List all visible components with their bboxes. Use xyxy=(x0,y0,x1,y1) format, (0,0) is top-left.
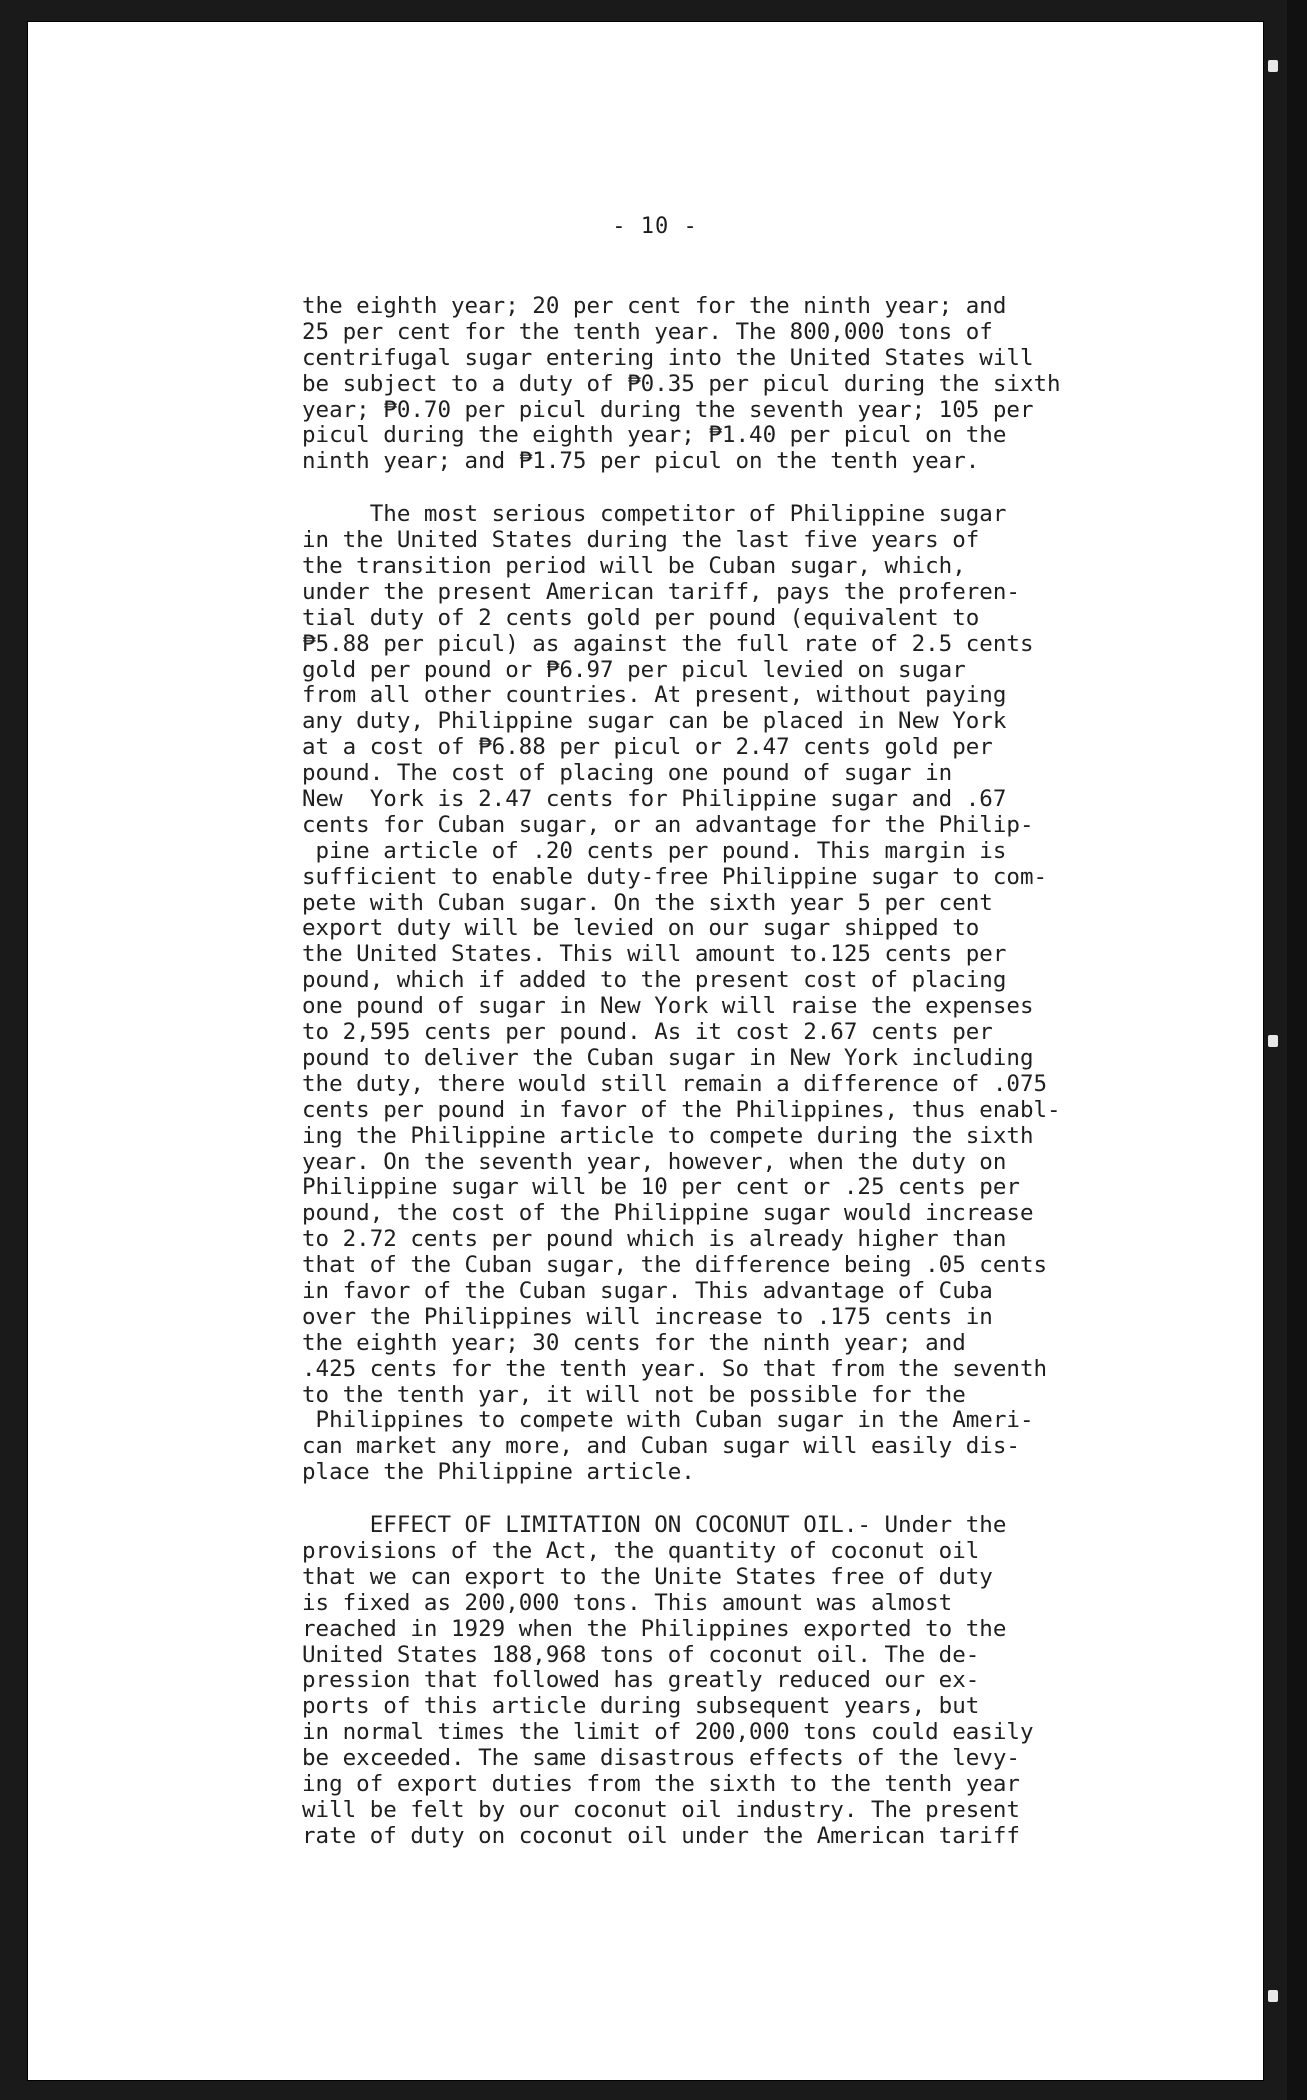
binder-hole xyxy=(1268,1035,1278,1047)
scan-border xyxy=(1287,0,1307,2100)
text-line: provisions of the Act, the quantity of coconut oil xyxy=(302,1537,980,1564)
text-line: The most serious competitor of Philippine sugar xyxy=(302,501,1007,528)
binder-hole xyxy=(1268,60,1278,72)
text-line: is fixed as 200,000 tons. This amount was almost xyxy=(302,1589,953,1616)
text-line: that we can export to the Unite States free of duty xyxy=(302,1563,993,1590)
text-line: gold per pound or ₱6.97 per picul levied on sugar xyxy=(302,656,966,683)
text-line: in the United States during the last five years of xyxy=(302,527,980,554)
text-line: pound to deliver the Cuban sugar in New York including xyxy=(302,1044,1034,1071)
text-line: to 2.72 cents per pound which is already higher than xyxy=(302,1226,1007,1253)
text-line: Philippines to compete with Cuban sugar in the Ameri- xyxy=(302,1407,1034,1434)
text-line: Philippine sugar will be 10 per cent or .25 cents per xyxy=(302,1174,1020,1201)
text-line: pound. The cost of placing one pound of sugar in xyxy=(302,760,953,787)
text-line: over the Philippines will increase to .175 cents in xyxy=(302,1303,993,1330)
text-line: reached in 1929 when the Philippines exported to the xyxy=(302,1615,1007,1642)
text-line: the United States. This will amount to.125 cents per xyxy=(302,941,1007,968)
text-line: pression that followed has greatly reduced our ex- xyxy=(302,1667,980,1694)
text-line: 25 per cent for the tenth year. The 800,000 tons of xyxy=(302,318,993,345)
document-body xyxy=(302,294,1232,1877)
text-line: that of the Cuban sugar, the difference being .05 cents xyxy=(302,1252,1048,1279)
text-line: the transition period will be Cuban sugar, which, xyxy=(302,553,966,580)
text-line: can market any more, and Cuban sugar will easily dis- xyxy=(302,1433,1020,1460)
text-line: in favor of the Cuban sugar. This advantage of Cuba xyxy=(302,1277,993,1304)
text-line: ports of this article during subsequent years, but xyxy=(302,1693,980,1720)
text-line: under the present American tariff, pays the proferen- xyxy=(302,578,1020,605)
text-line: will be felt by our coconut oil industry. The present xyxy=(302,1796,1020,1823)
text-line: sufficient to enable duty-free Philippine sugar to com- xyxy=(302,863,1048,890)
binder-hole xyxy=(1268,1990,1278,2002)
text-line: ing the Philippine article to compete during the sixth xyxy=(302,1122,1034,1149)
text-line: one pound of sugar in New York will raise the expenses xyxy=(302,993,1034,1020)
text-line: picul during the eighth year; ₱1.40 per picul on the xyxy=(302,422,1007,449)
text-line: .425 cents for the tenth year. So that from the seventh xyxy=(302,1355,1048,1382)
text-line: tial duty of 2 cents gold per pound (equivalent to xyxy=(302,604,980,631)
text-line: ₱5.88 per picul) as against the full rate of 2.5 cents xyxy=(302,630,1034,657)
paragraph-continuation xyxy=(302,294,1232,475)
text-line: United States 188,968 tons of coconut oil. The de- xyxy=(302,1641,980,1668)
text-line: from all other countries. At present, without paying xyxy=(302,682,1007,709)
text-line: pound, which if added to the present cost of placing xyxy=(302,967,1007,994)
text-line: the eighth year; 20 per cent for the ninth year; and xyxy=(302,293,1007,319)
text-line: pete with Cuban sugar. On the sixth year 5 per cent xyxy=(302,889,993,916)
text-line: export duty will be levied on our sugar shipped to xyxy=(302,915,980,942)
text-line: rate of duty on coconut oil under the American tariff xyxy=(302,1822,1020,1849)
text-line: pound, the cost of the Philippine sugar would increase xyxy=(302,1200,1034,1227)
text-line: pine article of .20 cents per pound. This margin is xyxy=(302,837,1007,864)
text-line: the eighth year; 30 cents for the ninth year; and xyxy=(302,1329,966,1356)
text-line: EFFECT OF LIMITATION ON COCONUT OIL.- Under the xyxy=(302,1512,1007,1539)
text-line: year. On the seventh year, however, when the duty on xyxy=(302,1148,1007,1175)
text-line: to the tenth yar, it will not be possible for the xyxy=(302,1381,966,1408)
text-line: in normal times the limit of 200,000 tons could easily xyxy=(302,1719,1034,1746)
text-line: be subject to a duty of ₱0.35 per picul during the sixth xyxy=(302,370,1061,397)
paragraph-coconut-oil xyxy=(302,1513,1232,1850)
text-line: cents for Cuban sugar, or an advantage for the Philip- xyxy=(302,811,1034,838)
text-line: year; ₱0.70 per picul during the seventh year; 105 per xyxy=(302,396,1034,423)
text-line: New York is 2.47 cents for Philippine sugar and .67 xyxy=(302,786,1007,813)
text-line: be exceeded. The same disastrous effects of the levy- xyxy=(302,1745,1020,1772)
text-line: the duty, there would still remain a difference of .075 xyxy=(302,1070,1048,1097)
text-line: ninth year; and ₱1.75 per picul on the tenth year. xyxy=(302,448,980,475)
text-line: at a cost of ₱6.88 per picul or 2.47 cents gold per xyxy=(302,734,993,761)
text-line: ing of export duties from the sixth to the tenth year xyxy=(302,1770,1020,1797)
text-line: to 2,595 cents per pound. As it cost 2.67 cents per xyxy=(302,1019,993,1046)
text-line: centrifugal sugar entering into the United States will xyxy=(302,344,1034,371)
page-number: - 10 - xyxy=(612,214,698,239)
paragraph-cuban-competition xyxy=(302,502,1232,1486)
text-line: any duty, Philippine sugar can be placed in New York xyxy=(302,708,1007,735)
text-line: place the Philippine article. xyxy=(302,1459,695,1486)
text-line: cents per pound in favor of the Philippines, thus enabl- xyxy=(302,1096,1061,1123)
